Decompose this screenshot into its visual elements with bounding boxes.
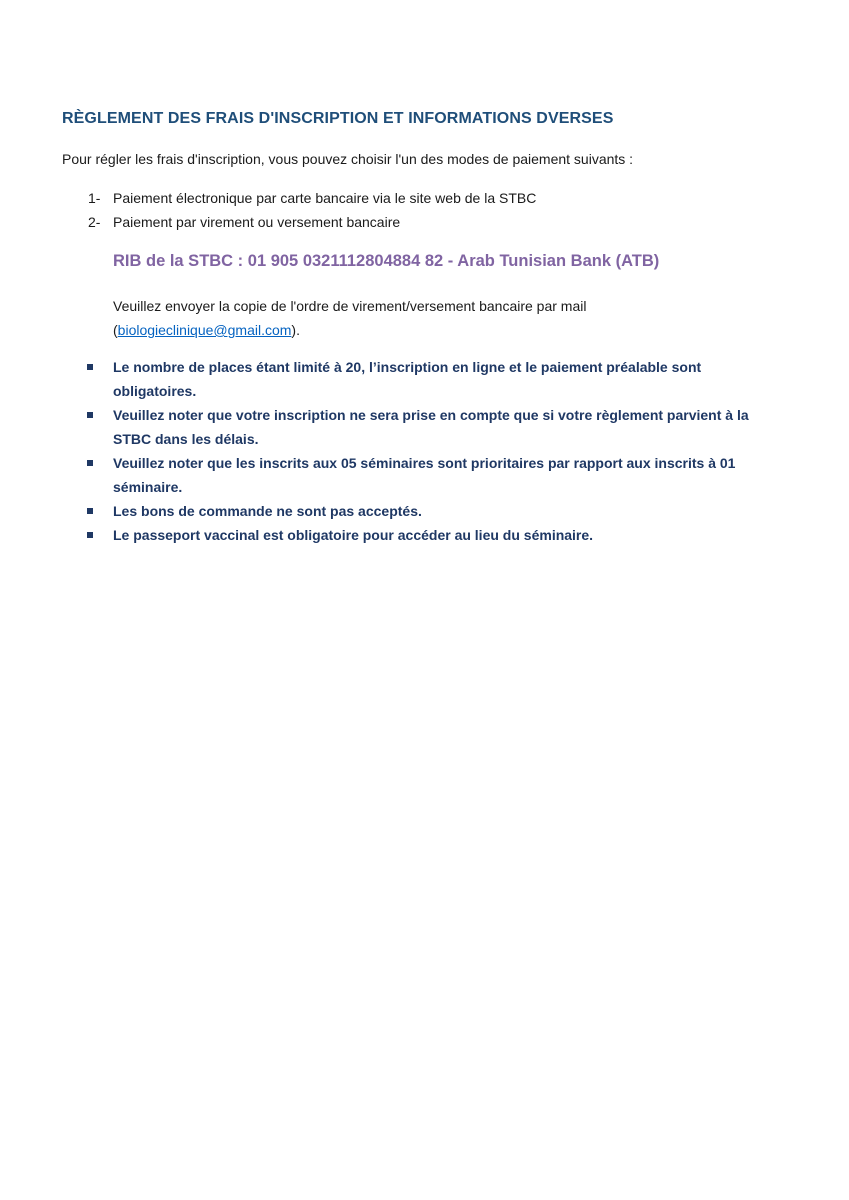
list-item: [86, 403, 786, 451]
list-item-text: Paiement par virement ou versement bancaire: [113, 214, 401, 230]
email-link[interactable]: biologieclinique@gmail.com: [117, 322, 292, 338]
notes-list: [86, 355, 786, 547]
page-title: RÈGLEMENT DES FRAIS D'INSCRIPTION ET INFORMATIONS DVERSES: [62, 110, 614, 127]
note-text: Veuillez noter que les inscrits aux 05 séminaires sont prioritaires par rapport aux inscrits à 01 séminaire.: [113, 455, 736, 495]
square-bullet-icon: [86, 499, 113, 523]
rib-line: RIB de la STBC : 01 905 0321112804884 82 - Arab Tunisian Bank (ATB): [113, 252, 660, 270]
list-item: [86, 355, 786, 403]
mail-instruction: [113, 294, 753, 342]
note-text: Le passeport vaccinal est obligatoire pour accéder au lieu du séminaire.: [113, 527, 594, 543]
note-text: Les bons de commande ne sont pas acceptés.: [113, 503, 422, 519]
list-item: [88, 213, 536, 237]
list-item-text: Paiement électronique par carte bancaire via le site web de la STBC: [113, 190, 537, 206]
list-item: [86, 499, 786, 523]
list-item: [86, 523, 786, 547]
list-item: [86, 451, 786, 499]
mail-instruction-end: ).: [291, 322, 300, 338]
square-bullet-icon: [86, 403, 113, 451]
note-text: Veuillez noter que votre inscription ne sera prise en compte que si votre règlement parvient à la STBC dans les délais.: [113, 407, 749, 447]
intro-text: Pour régler les frais d'inscription, vous pouvez choisir l'un des modes de paiement suivants :: [62, 151, 634, 167]
note-text: Le nombre de places étant limité à 20, l’inscription en ligne et le paiement préalable sont obligatoires.: [113, 359, 702, 399]
payment-methods-list: [88, 189, 536, 237]
mail-instruction-text: Veuillez envoyer la copie de l'ordre de virement/versement bancaire par mail (: [113, 298, 587, 338]
square-bullet-icon: [86, 451, 113, 499]
square-bullet-icon: [86, 355, 113, 403]
list-item: [88, 189, 536, 213]
list-number: 1-: [88, 190, 101, 206]
list-number: 2-: [88, 214, 101, 230]
square-bullet-icon: [86, 523, 113, 547]
